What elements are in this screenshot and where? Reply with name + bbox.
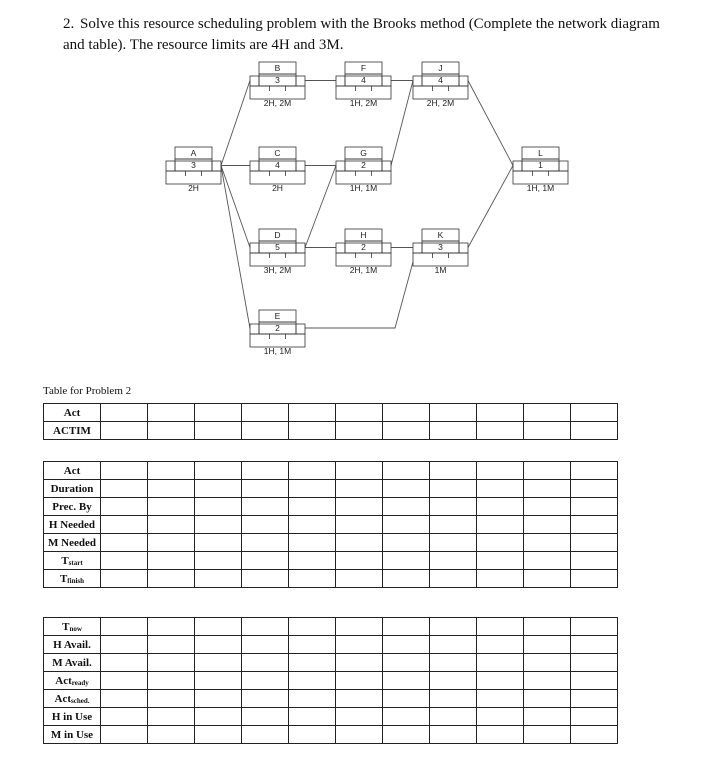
table-cell[interactable] xyxy=(430,552,477,570)
node-K-id: K xyxy=(437,230,444,240)
table-cell[interactable] xyxy=(195,654,242,672)
table-cell[interactable] xyxy=(430,570,477,588)
table-cell[interactable] xyxy=(430,462,477,480)
table-cell[interactable] xyxy=(148,690,195,708)
row-label: T xyxy=(59,572,68,585)
table-cell[interactable] xyxy=(101,404,148,422)
table-cell[interactable] xyxy=(571,672,618,690)
table-cell[interactable] xyxy=(477,552,524,570)
table-cell[interactable] xyxy=(524,654,571,672)
table-cell[interactable] xyxy=(242,672,289,690)
table-caption: Table for Problem 2 xyxy=(43,385,132,397)
table-cell[interactable] xyxy=(477,404,524,422)
table-cell[interactable] xyxy=(336,534,383,552)
table-cell[interactable] xyxy=(383,498,430,516)
table-cell[interactable] xyxy=(289,672,336,690)
row-label: Act xyxy=(63,464,81,477)
row-header xyxy=(44,708,101,726)
table-cell[interactable] xyxy=(524,636,571,654)
table-cell[interactable] xyxy=(148,404,195,422)
row-header xyxy=(44,462,101,480)
problem-number: 2. xyxy=(63,16,75,32)
row-header xyxy=(44,498,101,516)
table-cell[interactable] xyxy=(571,534,618,552)
table-cell[interactable] xyxy=(383,690,430,708)
node-D-resources: 3H, 2M xyxy=(263,265,292,275)
node-A-duration: 3 xyxy=(191,160,196,170)
table-cell[interactable] xyxy=(430,672,477,690)
table-cell[interactable] xyxy=(383,570,430,588)
node-B-duration: 3 xyxy=(275,75,280,85)
node-D xyxy=(250,229,305,275)
table-cell[interactable] xyxy=(195,534,242,552)
table-cell[interactable] xyxy=(148,708,195,726)
table-cell[interactable] xyxy=(148,480,195,498)
table-cell[interactable] xyxy=(242,726,289,744)
table-cell[interactable] xyxy=(242,516,289,534)
table-cell[interactable] xyxy=(571,654,618,672)
table-cell[interactable] xyxy=(148,516,195,534)
table-cell[interactable] xyxy=(289,636,336,654)
table-cell[interactable] xyxy=(383,516,430,534)
table-cell[interactable] xyxy=(101,636,148,654)
table-cell[interactable] xyxy=(430,534,477,552)
table-cell[interactable] xyxy=(571,636,618,654)
actim-table xyxy=(43,403,618,440)
row-label-subscript: ready xyxy=(71,678,89,687)
table-cell[interactable] xyxy=(336,404,383,422)
node-K-duration: 3 xyxy=(438,242,443,252)
node-C-resources: 2H xyxy=(272,183,283,193)
node-B xyxy=(250,62,305,108)
row-header xyxy=(44,636,101,654)
table-cell[interactable] xyxy=(430,654,477,672)
table-cell[interactable] xyxy=(101,570,148,588)
node-H-duration: 2 xyxy=(361,242,366,252)
table-cell[interactable] xyxy=(383,636,430,654)
row-header xyxy=(44,534,101,552)
edge-A-B xyxy=(221,81,250,166)
node-A-resources: 2H xyxy=(188,183,199,193)
node-B-id: B xyxy=(274,63,281,73)
table-cell[interactable] xyxy=(195,462,242,480)
table-cell[interactable] xyxy=(477,534,524,552)
row-label: M Needed xyxy=(48,536,96,549)
table-cell[interactable] xyxy=(195,570,242,588)
activity-table xyxy=(43,461,618,588)
table-row xyxy=(44,672,618,690)
table-cell[interactable] xyxy=(289,516,336,534)
edge-J-L xyxy=(468,81,513,166)
table-cell[interactable] xyxy=(148,726,195,744)
table-cell[interactable] xyxy=(336,570,383,588)
node-E xyxy=(250,310,305,356)
table-cell[interactable] xyxy=(101,690,148,708)
table-cell[interactable] xyxy=(477,708,524,726)
row-label: H Avail. xyxy=(53,638,91,651)
table-cell[interactable] xyxy=(195,552,242,570)
table-cell[interactable] xyxy=(477,672,524,690)
table-cell[interactable] xyxy=(242,636,289,654)
table-cell[interactable] xyxy=(148,422,195,440)
table-cell[interactable] xyxy=(195,618,242,636)
table-cell[interactable] xyxy=(289,462,336,480)
table-cell[interactable] xyxy=(242,404,289,422)
table-row xyxy=(44,480,618,498)
table-cell[interactable] xyxy=(336,672,383,690)
table-cell[interactable] xyxy=(242,708,289,726)
table-cell[interactable] xyxy=(336,636,383,654)
table-cell[interactable] xyxy=(148,618,195,636)
table-cell[interactable] xyxy=(477,654,524,672)
table-cell[interactable] xyxy=(571,726,618,744)
table-cell[interactable] xyxy=(571,516,618,534)
table-cell[interactable] xyxy=(336,708,383,726)
table-cell[interactable] xyxy=(195,690,242,708)
row-label: ACTIM xyxy=(53,424,91,437)
table-cell[interactable] xyxy=(336,516,383,534)
table-cell[interactable] xyxy=(242,462,289,480)
table-cell[interactable] xyxy=(195,708,242,726)
table-cell[interactable] xyxy=(101,480,148,498)
table-cell[interactable] xyxy=(430,726,477,744)
table-cell[interactable] xyxy=(101,654,148,672)
node-B-resources: 2H, 2M xyxy=(263,98,292,108)
table-row xyxy=(44,654,618,672)
table-cell[interactable] xyxy=(383,654,430,672)
table-row xyxy=(44,690,618,708)
row-header xyxy=(44,480,101,498)
table-cell[interactable] xyxy=(383,726,430,744)
table-cell[interactable] xyxy=(289,404,336,422)
table-row xyxy=(44,618,618,636)
row-label: T xyxy=(61,554,69,567)
node-J-duration: 4 xyxy=(438,75,443,85)
table-row xyxy=(44,498,618,516)
table-cell[interactable] xyxy=(571,708,618,726)
node-A-id: A xyxy=(190,148,197,158)
table-cell[interactable] xyxy=(477,690,524,708)
row-label: Prec. By xyxy=(52,500,92,513)
node-E-resources: 1H, 1M xyxy=(263,346,292,356)
table-cell[interactable] xyxy=(524,726,571,744)
row-label: H Needed xyxy=(48,518,96,531)
table-cell[interactable] xyxy=(524,672,571,690)
table-cell[interactable] xyxy=(524,404,571,422)
table-cell[interactable] xyxy=(571,570,618,588)
table-cell[interactable] xyxy=(524,516,571,534)
row-label: Duration xyxy=(50,482,94,495)
node-G-resources: 1H, 1M xyxy=(349,183,378,193)
table-cell[interactable] xyxy=(430,516,477,534)
node-J xyxy=(413,62,468,108)
table-cell[interactable] xyxy=(571,422,618,440)
table-row xyxy=(44,570,618,588)
edge-D-G xyxy=(305,166,336,248)
row-label: M in Use xyxy=(50,728,94,741)
node-L-id: L xyxy=(538,148,543,158)
table-cell[interactable] xyxy=(101,534,148,552)
table-cell[interactable] xyxy=(524,462,571,480)
row-label: H in Use xyxy=(51,710,93,723)
network-nodes xyxy=(166,62,568,356)
table-cell[interactable] xyxy=(430,690,477,708)
table-cell[interactable] xyxy=(289,552,336,570)
table-cell[interactable] xyxy=(148,570,195,588)
table-cell[interactable] xyxy=(524,498,571,516)
table-cell[interactable] xyxy=(289,498,336,516)
table-cell[interactable] xyxy=(383,462,430,480)
node-F-id: F xyxy=(360,63,367,73)
table-cell[interactable] xyxy=(477,480,524,498)
table-cell[interactable] xyxy=(477,570,524,588)
row-header xyxy=(44,672,101,690)
table-cell[interactable] xyxy=(289,618,336,636)
node-C-duration: 4 xyxy=(275,160,280,170)
table-cell[interactable] xyxy=(242,534,289,552)
row-label: Act xyxy=(55,674,72,687)
table-cell[interactable] xyxy=(383,708,430,726)
table-cell[interactable] xyxy=(148,672,195,690)
table-cell[interactable] xyxy=(524,618,571,636)
table-cell[interactable] xyxy=(148,462,195,480)
node-F-duration: 4 xyxy=(361,75,366,85)
edge-A-D xyxy=(221,166,250,248)
table-cell[interactable] xyxy=(101,618,148,636)
table-cell[interactable] xyxy=(571,618,618,636)
node-H xyxy=(336,229,391,275)
table-cell[interactable] xyxy=(430,422,477,440)
table-row xyxy=(44,422,618,440)
table-cell[interactable] xyxy=(477,516,524,534)
table-cell[interactable] xyxy=(101,462,148,480)
table-cell[interactable] xyxy=(430,636,477,654)
table-cell[interactable] xyxy=(524,570,571,588)
table-cell[interactable] xyxy=(430,708,477,726)
table-cell[interactable] xyxy=(289,654,336,672)
table-cell[interactable] xyxy=(477,618,524,636)
row-label: M Avail. xyxy=(52,656,92,669)
node-E-id: E xyxy=(274,311,281,321)
table-cell[interactable] xyxy=(336,462,383,480)
table-row xyxy=(44,708,618,726)
node-G-id: G xyxy=(360,148,367,158)
edge-A-E xyxy=(221,166,250,329)
table-cell[interactable] xyxy=(477,726,524,744)
table-cell[interactable] xyxy=(383,672,430,690)
row-header xyxy=(44,726,101,744)
table-cell[interactable] xyxy=(101,422,148,440)
table-cell[interactable] xyxy=(430,404,477,422)
node-E-duration: 2 xyxy=(275,323,280,333)
table-cell[interactable] xyxy=(289,534,336,552)
table-cell[interactable] xyxy=(195,498,242,516)
node-L-resources: 1H, 1M xyxy=(526,183,555,193)
row-header xyxy=(44,552,101,570)
table-cell[interactable] xyxy=(383,552,430,570)
table-cell[interactable] xyxy=(242,654,289,672)
row-header xyxy=(44,422,101,440)
table-cell[interactable] xyxy=(101,672,148,690)
node-F-resources: 1H, 2M xyxy=(349,98,378,108)
table-row xyxy=(44,404,618,422)
table-cell[interactable] xyxy=(524,708,571,726)
table-cell[interactable] xyxy=(148,654,195,672)
table-cell[interactable] xyxy=(336,690,383,708)
row-label-subscript: finish xyxy=(67,576,85,585)
table-row xyxy=(44,636,618,654)
table-row xyxy=(44,552,618,570)
table-cell[interactable] xyxy=(571,690,618,708)
table-cell[interactable] xyxy=(383,534,430,552)
table-cell[interactable] xyxy=(195,422,242,440)
table-cell[interactable] xyxy=(195,672,242,690)
node-D-id: D xyxy=(274,230,281,240)
row-header xyxy=(44,690,101,708)
node-F xyxy=(336,62,391,108)
row-header xyxy=(44,570,101,588)
table-cell[interactable] xyxy=(101,708,148,726)
table-cell[interactable] xyxy=(289,708,336,726)
table-cell[interactable] xyxy=(101,516,148,534)
table-cell[interactable] xyxy=(242,552,289,570)
node-L xyxy=(513,147,568,193)
table-cell[interactable] xyxy=(524,422,571,440)
table-cell[interactable] xyxy=(336,552,383,570)
table-row xyxy=(44,516,618,534)
row-label: T xyxy=(62,620,70,633)
row-label-subscript: now xyxy=(69,624,82,633)
table-cell[interactable] xyxy=(195,480,242,498)
network-edges xyxy=(221,81,513,329)
table-cell[interactable] xyxy=(242,480,289,498)
table-cell[interactable] xyxy=(383,480,430,498)
table-cell[interactable] xyxy=(477,498,524,516)
table-cell[interactable] xyxy=(101,726,148,744)
table-cell[interactable] xyxy=(477,422,524,440)
table-cell[interactable] xyxy=(430,618,477,636)
table-cell[interactable] xyxy=(430,480,477,498)
table-cell[interactable] xyxy=(148,552,195,570)
node-H-resources: 2H, 1M xyxy=(349,265,378,275)
table-cell[interactable] xyxy=(101,498,148,516)
table-row xyxy=(44,534,618,552)
table-cell[interactable] xyxy=(242,690,289,708)
problem-text: Solve this resource scheduling problem with the Brooks method (Complete the network diagram and table). The resource limits are 4H and 3M. xyxy=(63,16,660,53)
edge-K-L xyxy=(468,166,513,248)
table-cell[interactable] xyxy=(571,462,618,480)
table-cell[interactable] xyxy=(289,422,336,440)
table-cell[interactable] xyxy=(571,552,618,570)
table-cell[interactable] xyxy=(148,636,195,654)
table-cell[interactable] xyxy=(289,690,336,708)
row-header xyxy=(44,404,101,422)
table-cell[interactable] xyxy=(571,480,618,498)
row-header xyxy=(44,516,101,534)
table-cell[interactable] xyxy=(336,726,383,744)
table-cell[interactable] xyxy=(477,636,524,654)
table-cell[interactable] xyxy=(101,552,148,570)
node-A xyxy=(166,147,221,193)
table-cell[interactable] xyxy=(336,618,383,636)
row-label: Act xyxy=(63,406,81,419)
node-G xyxy=(336,147,391,193)
table-cell[interactable] xyxy=(289,726,336,744)
table-cell[interactable] xyxy=(148,534,195,552)
node-J-resources: 2H, 2M xyxy=(426,98,455,108)
row-label: Act xyxy=(54,692,71,705)
table-cell[interactable] xyxy=(524,690,571,708)
table-cell[interactable] xyxy=(336,422,383,440)
network-diagram xyxy=(0,0,712,380)
table-row xyxy=(44,462,618,480)
node-C-id: C xyxy=(274,148,281,158)
node-K xyxy=(413,229,468,275)
table-cell[interactable] xyxy=(148,498,195,516)
row-label-subscript: start xyxy=(68,558,83,567)
table-cell[interactable] xyxy=(242,618,289,636)
table-cell[interactable] xyxy=(336,654,383,672)
table-cell[interactable] xyxy=(195,726,242,744)
table-cell[interactable] xyxy=(383,422,430,440)
table-cell[interactable] xyxy=(524,480,571,498)
table-cell[interactable] xyxy=(524,534,571,552)
table-cell[interactable] xyxy=(571,498,618,516)
table-cell[interactable] xyxy=(242,498,289,516)
row-header xyxy=(44,654,101,672)
table-cell[interactable] xyxy=(195,516,242,534)
node-C xyxy=(250,147,305,193)
table-cell[interactable] xyxy=(289,480,336,498)
row-header xyxy=(44,618,101,636)
edge-G-J xyxy=(391,81,413,166)
node-J-id: J xyxy=(438,63,443,73)
node-K-resources: 1M xyxy=(434,265,447,275)
table-cell[interactable] xyxy=(336,498,383,516)
schedule-table xyxy=(43,617,618,744)
table-cell[interactable] xyxy=(242,570,289,588)
table-cell[interactable] xyxy=(195,404,242,422)
row-label-subscript: sched. xyxy=(71,696,90,705)
node-D-duration: 5 xyxy=(275,242,280,252)
table-cell[interactable] xyxy=(571,404,618,422)
table-row xyxy=(44,726,618,744)
table-cell[interactable] xyxy=(242,422,289,440)
table-cell[interactable] xyxy=(383,404,430,422)
table-cell[interactable] xyxy=(477,462,524,480)
node-G-duration: 2 xyxy=(361,160,366,170)
table-cell[interactable] xyxy=(524,552,571,570)
node-L-duration: 1 xyxy=(538,160,543,170)
table-cell[interactable] xyxy=(336,480,383,498)
table-cell[interactable] xyxy=(289,570,336,588)
table-cell[interactable] xyxy=(195,636,242,654)
table-cell[interactable] xyxy=(430,498,477,516)
table-cell[interactable] xyxy=(383,618,430,636)
node-H-id: H xyxy=(360,230,367,240)
